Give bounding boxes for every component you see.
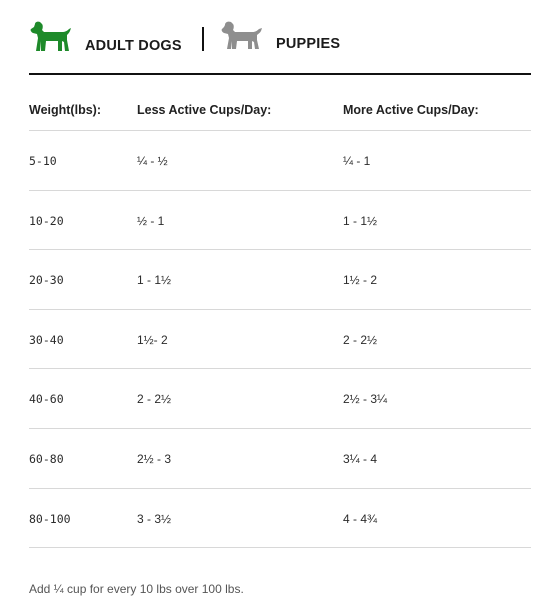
- tab-adult-dogs[interactable]: [29, 18, 182, 68]
- less-active-cell: 2½ - 3: [137, 451, 172, 466]
- table-header-row: [29, 92, 531, 131]
- weight-cell: 20-30: [29, 273, 64, 288]
- adult-dog-icon: [29, 20, 73, 54]
- less-active-cell: ¼ - ½: [137, 154, 168, 168]
- table-row: [29, 131, 531, 191]
- weight-cell: 60-80: [29, 451, 64, 466]
- header-less-active: Less Active Cups/Day:: [137, 103, 272, 117]
- weight-cell: 80-100: [29, 511, 71, 526]
- less-active-cell: 3 - 3½: [137, 511, 172, 526]
- tabs-underline: [29, 73, 531, 75]
- weight-cell: 5-10: [29, 154, 57, 168]
- less-active-cell: 1½- 2: [137, 332, 168, 347]
- more-active-cell: 2 - 2½: [343, 332, 378, 347]
- table-row: [29, 250, 531, 310]
- less-active-cell: 1 - 1½: [137, 273, 172, 288]
- less-active-cell: 2 - 2½: [137, 392, 172, 407]
- more-active-cell: 1½ - 2: [343, 273, 378, 288]
- more-active-cell: 4 - 4¾: [343, 511, 378, 526]
- footnote: Add ¼ cup for every 10 lbs over 100 lbs.: [29, 582, 244, 596]
- weight-cell: 30-40: [29, 332, 64, 347]
- less-active-cell: ½ - 1: [137, 213, 165, 228]
- puppy-icon: [220, 19, 264, 53]
- more-active-cell: 1 - 1½: [343, 213, 378, 228]
- table-row: [29, 429, 531, 489]
- table-row: [29, 489, 531, 549]
- weight-cell: 40-60: [29, 392, 64, 407]
- tab-puppies[interactable]: [220, 18, 340, 68]
- tab-divider: [202, 27, 204, 51]
- dog-type-tabs: [29, 18, 531, 74]
- more-active-cell: 2½ - 3¼: [343, 392, 388, 407]
- table-row: [29, 369, 531, 429]
- table-row: [29, 191, 531, 251]
- header-more-active: More Active Cups/Day:: [343, 103, 479, 117]
- more-active-cell: ¼ - 1: [343, 154, 371, 168]
- table-row: [29, 310, 531, 370]
- tab-adult-dogs-label: ADULT DOGS: [85, 38, 182, 54]
- feeding-table: [29, 92, 531, 548]
- tab-puppies-label: PUPPIES: [276, 36, 341, 52]
- weight-cell: 10-20: [29, 213, 64, 228]
- more-active-cell: 3¼ - 4: [343, 451, 378, 466]
- header-weight: Weight(lbs):: [29, 103, 101, 117]
